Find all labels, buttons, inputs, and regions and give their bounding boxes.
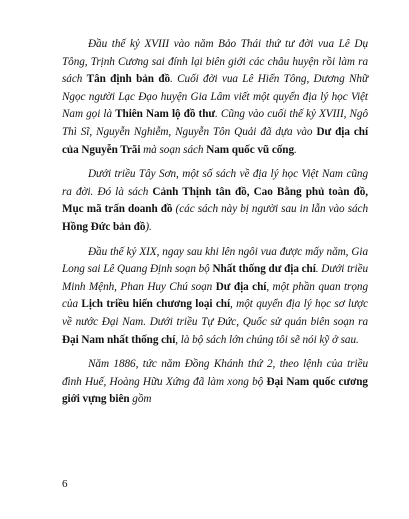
text-run: (các sách này bị người sau in lẫn vào sách [172, 203, 369, 216]
bold-title: Nhất thống dư địa chí [212, 263, 316, 276]
bold-title: Dư địa chí của Nguyễn Trãi [62, 125, 368, 156]
text-run: . Cuối đời vua Lê Hiển Tông, Dương Nhữ Ngọc người Lạc Đạo huyện Gia Lâm viết một quyển địa lý học Việt Nam gọi là [62, 73, 368, 121]
bold-title: Hồng Đức bản đồ [62, 220, 146, 233]
page-number: 6 [62, 478, 68, 490]
text-run: Đầu thế kỷ XIX, ngay sau khi lên ngôi vua được mấy năm, Gia Long sai Lê Quang Định soạn bộ [62, 245, 368, 276]
bold-title: Tân định bản đồ [86, 73, 171, 86]
paragraph [62, 36, 368, 159]
paragraph [62, 244, 368, 350]
text-run: , một phần quan trọng của [62, 280, 368, 311]
bold-title: Đại Nam quốc cương giới vựng biên [62, 375, 368, 406]
body-text [62, 36, 368, 416]
text-run: Dưới triều Tây Sơn, một số sách về địa lý học Việt Nam cũng ra đời. Đó là sách [62, 168, 368, 198]
text-run: , một quyển địa lý học sơ lược về nước Đại Nam. Dưới triều Tự Đức, Quốc sử quán biên soạn ra [62, 298, 369, 328]
text-run: . Cũng vào cuối thế kỷ XVIII, Ngô Thì Sĩ, Nguyễn Nghiễm, Nguyễn Tôn Quải đã dựa vào [62, 108, 368, 138]
bold-title: Cảnh Thịnh tân đồ, Cao Bằng phủ toàn đồ, Mục mã trấn doanh đồ [62, 185, 368, 216]
paragraph [62, 166, 368, 236]
text-run: Năm 1886, tức năm Đồng Khánh thứ 2, theo lệnh của triều đình Huế, Hoàng Hữu Xứng đã làm xong bộ [62, 358, 368, 388]
text-run: . [294, 143, 297, 156]
bold-title: Dư địa chí [215, 280, 267, 293]
text-run: gồm [129, 393, 152, 406]
text-run: . Dưới triều Minh Mệnh, Phan Huy Chú soạn [62, 263, 368, 293]
bold-title: Lịch triều hiến chương loại chí [81, 298, 231, 311]
text-run: Đầu thế kỷ XVIII vào năm Bảo Thái thứ tư đời vua Lê Dụ Tông, Trịnh Cương sai đính lại biên giới các châu huyện rồi làm ra sách [62, 38, 368, 86]
text-run: mà soạn sách [140, 143, 207, 156]
text-run: , là bộ sách lớn chúng tôi sẽ nói kỹ ở sau. [175, 333, 359, 346]
bold-title: Nam quốc vũ cống [206, 143, 294, 156]
text-run: ). [145, 220, 152, 233]
paragraph [62, 356, 368, 409]
bold-title: Thiên Nam lộ đồ thư [115, 108, 216, 121]
bold-title: Đại Nam nhất thống chí [62, 333, 176, 346]
